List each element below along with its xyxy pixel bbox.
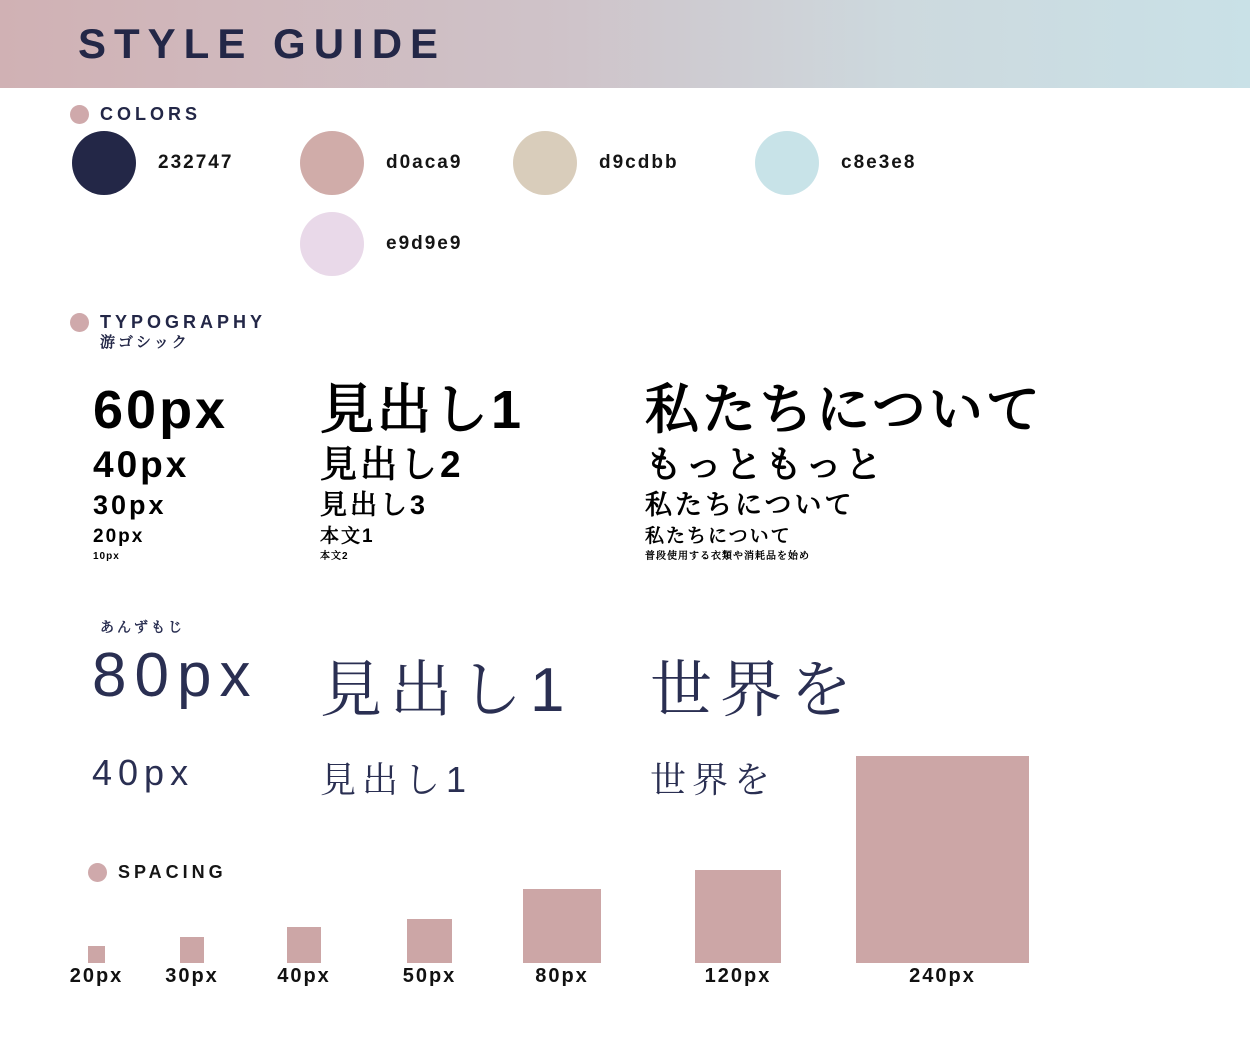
colors-section-label: COLORS <box>100 104 202 124</box>
spacing-square <box>88 946 105 963</box>
type-size-60: 60px <box>93 380 229 440</box>
type-sample-20: 私たちについて <box>645 526 792 547</box>
type-size-40: 40px <box>93 444 190 485</box>
color-swatch-circle <box>300 131 364 195</box>
spacing-size-label: 120px <box>704 965 772 987</box>
handwriting-sample-large: 世界を <box>650 656 861 725</box>
spacing-item-30 <box>165 937 219 988</box>
type-heading-3: 見出し3 <box>320 490 429 520</box>
spacing-size-label: 240px <box>909 965 976 987</box>
color-swatch <box>300 131 462 195</box>
handwriting-heading-large: 見出し1 <box>320 656 573 725</box>
spacing-square <box>407 919 452 963</box>
type-size-30: 30px <box>93 490 167 520</box>
spacing-size-label: 40px <box>277 965 331 987</box>
spacing-item-240 <box>856 756 1029 988</box>
spacing-size-label: 50px <box>402 965 457 987</box>
color-swatch <box>513 131 679 195</box>
color-hex-label: d0aca9 <box>386 152 463 173</box>
spacing-square <box>523 889 601 963</box>
color-swatch <box>755 131 916 195</box>
colors-section-header <box>70 104 201 125</box>
page-title: STYLE GUIDE <box>78 20 447 67</box>
spacing-item-120 <box>695 870 781 988</box>
handwriting-size-40: 40px <box>92 752 195 793</box>
spacing-size-label: 20px <box>69 965 124 987</box>
color-hex-label: d9cdbb <box>599 152 679 173</box>
typography-font-name: 游ゴシック <box>100 334 190 351</box>
spacing-size-label: 80px <box>535 965 589 987</box>
type-sample-60: 私たちについて <box>645 380 1043 440</box>
typography-section-label: TYPOGRAPHY <box>100 312 267 332</box>
type-heading-2: 見出し2 <box>320 444 464 485</box>
type-sample-40: もっともっと <box>645 444 885 485</box>
type-size-10: 10px <box>93 551 120 562</box>
spacing-size-label: 30px <box>165 965 219 987</box>
spacing-section-header <box>88 862 227 883</box>
color-swatch-circle <box>755 131 819 195</box>
color-swatch-circle <box>513 131 577 195</box>
handwriting-font-name: あんずもじ <box>100 619 185 635</box>
spacing-item-80 <box>523 889 601 988</box>
header-banner <box>0 0 1250 88</box>
type-heading-1: 見出し1 <box>320 380 525 440</box>
spacing-square <box>287 927 321 963</box>
color-hex-label: 232747 <box>158 152 234 173</box>
spacing-square <box>695 870 781 963</box>
spacing-item-50 <box>402 919 457 988</box>
spacing-bullet-icon <box>88 863 107 882</box>
color-hex-label: e9d9e9 <box>386 233 463 254</box>
spacing-square <box>856 756 1029 963</box>
handwriting-size-80: 80px <box>92 641 259 710</box>
typography-bullet-icon <box>70 313 89 332</box>
color-swatch <box>72 131 233 195</box>
type-size-column <box>93 378 228 565</box>
type-sample-10: 普段使用する衣類や消耗品を始め <box>645 551 810 562</box>
type-body-1: 本文1 <box>320 526 375 547</box>
color-swatch <box>300 212 462 276</box>
handwriting-heading-small: 見出し1 <box>320 759 473 800</box>
spacing-square <box>180 937 204 963</box>
typography-section-header <box>70 312 266 333</box>
spacing-section-label: SPACING <box>118 862 227 882</box>
type-sample-column <box>645 378 1043 565</box>
color-swatch-circle <box>300 212 364 276</box>
type-heading-column <box>320 378 524 565</box>
handwriting-sample-small: 世界を <box>650 759 777 800</box>
colors-bullet-icon <box>70 105 89 124</box>
type-size-20: 20px <box>93 526 145 547</box>
color-swatch-circle <box>72 131 136 195</box>
spacing-item-20 <box>69 946 124 988</box>
color-hex-label: c8e3e8 <box>841 152 917 173</box>
type-body-2: 本文2 <box>320 551 349 562</box>
spacing-item-40 <box>277 927 331 988</box>
type-sample-30: 私たちについて <box>645 490 855 520</box>
